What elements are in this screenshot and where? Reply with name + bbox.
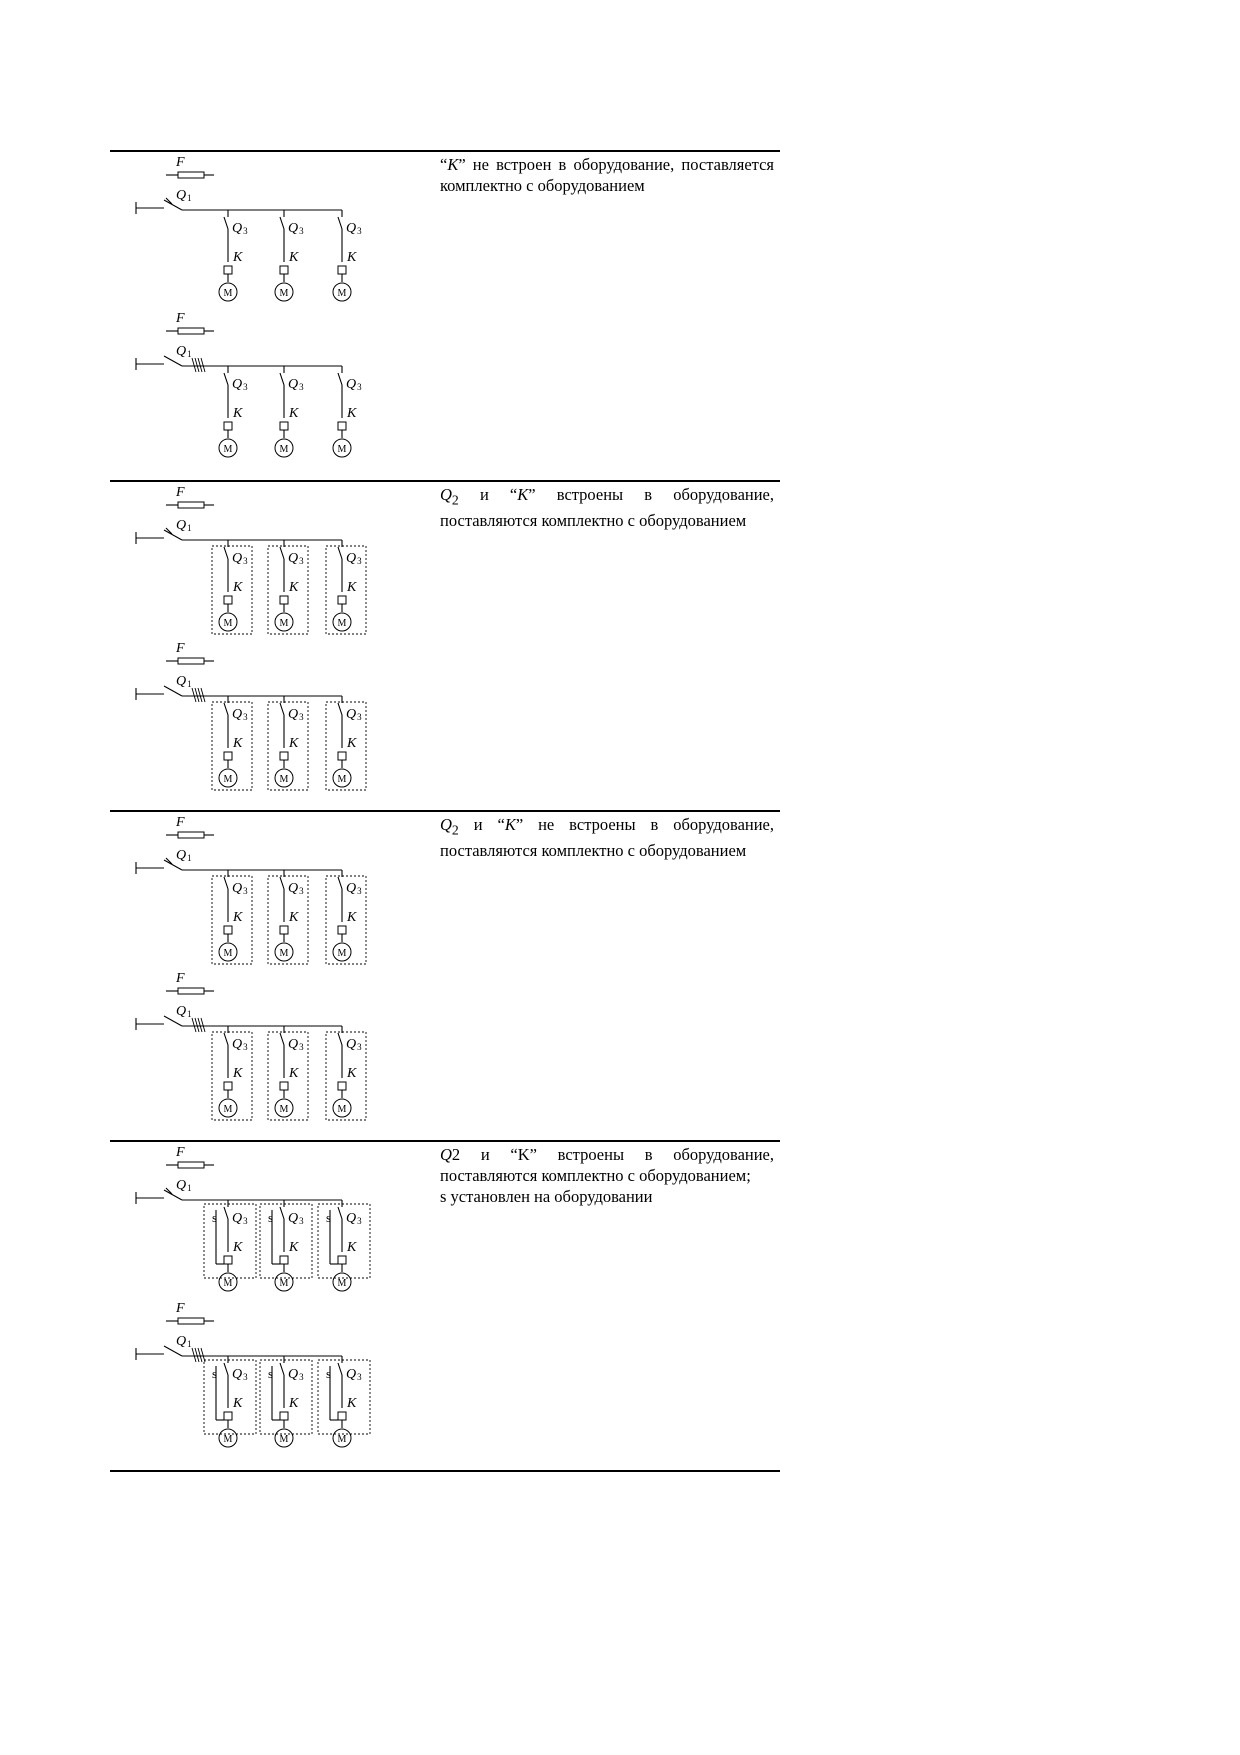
motor-label: M [279,948,289,959]
q3-label: Q3 [288,551,304,566]
branch [275,366,304,457]
q3-contact [338,547,342,559]
contactor-symbol [280,926,288,934]
fuse-label: F [176,155,185,170]
q3-label: Q3 [346,221,362,236]
fuse-symbol [178,1162,204,1168]
q3-contact [280,703,284,715]
circuit-diagram [110,152,440,480]
table-row [110,151,780,481]
q3-label: Q3 [232,1211,248,1226]
circuit-diagram [110,812,440,1140]
main-switch-label: Q1 [176,188,192,203]
motor-label: M [337,444,347,455]
branch [318,1200,370,1291]
table-row [110,811,780,1141]
sensor-label: s [212,1210,218,1225]
motor-label: M [337,288,347,299]
main-switch-label: Q1 [176,1178,192,1193]
table-row [110,1141,780,1471]
motor-label: M [337,618,347,629]
q3-label: Q3 [288,1367,304,1382]
motor-label: M [223,1104,233,1115]
q3-contact [338,1033,342,1045]
description-cell [440,811,780,1141]
branch [219,210,248,301]
sub-circuit [136,971,366,1120]
q3-contact [280,547,284,559]
q3-contact [280,877,284,889]
motor-label: M [223,444,233,455]
q3-contact [280,1363,284,1375]
branch [204,1200,256,1291]
branch [318,1356,370,1447]
sensor-label: s [326,1366,332,1381]
fuse-symbol [178,502,204,508]
q3-contact [338,217,342,229]
branch [212,696,252,790]
main-switch-label: Q1 [176,848,192,863]
fuse-label: F [176,1145,185,1160]
contactor-symbol [224,752,232,760]
motor-label: M [279,1104,289,1115]
table-row [110,481,780,811]
contactor-label: K [233,1066,243,1081]
contactor-label: K [233,910,243,925]
q3-label: Q3 [288,221,304,236]
q3-label: Q3 [288,1211,304,1226]
q3-contact [224,877,228,889]
sub-circuit [136,815,366,964]
contactor-symbol [224,266,232,274]
contactor-label: K [289,1066,299,1081]
description-cell [440,481,780,811]
branch [333,210,362,301]
q3-label: Q3 [288,377,304,392]
branch [268,1026,308,1120]
sensor-label: s [326,1210,332,1225]
q3-label: Q3 [346,881,362,896]
description-text: $Q_2$ и “K” не встроены в оборудование, поставляются комплектно с оборудованием [440,815,774,861]
fuse-label: F [176,1301,185,1316]
q3-contact [338,1363,342,1375]
contactor-symbol [338,422,346,430]
description-text: “K” не встроен в оборудование, поставляется комплектно с оборудованием [440,155,774,195]
q3-contact [280,1033,284,1045]
contactor-label: K [289,1240,299,1255]
contactor-label: K [347,250,357,265]
q3-contact [224,1363,228,1375]
q3-contact [224,373,228,385]
diagram-cell [110,481,440,811]
contactor-label: K [233,580,243,595]
motor-label: M [223,774,233,785]
branch [204,1356,256,1447]
q3-label: Q3 [288,707,304,722]
q3-label: Q3 [232,1367,248,1382]
q3-label: Q3 [346,1037,362,1052]
fuse-symbol [178,328,204,334]
branch [268,696,308,790]
branch [268,540,308,634]
circuit-diagram [110,1142,440,1470]
motor-label: M [223,948,233,959]
branch [275,210,304,301]
contactor-symbol [338,1412,346,1420]
q3-label: Q3 [232,707,248,722]
branch [212,870,252,964]
contactor-label: K [233,736,243,751]
sensor-label: s [212,1366,218,1381]
branch [333,366,362,457]
motor-label: M [279,288,289,299]
branch [260,1356,312,1447]
description-text: Q2 и “K” встроены в оборудование, поставляются комплектно с оборудованием; s установлен на оборудовании [440,1145,774,1206]
fuse-label: F [176,485,185,500]
q3-label: Q3 [346,1367,362,1382]
contactor-label: K [347,406,357,421]
contactor-label: K [347,580,357,595]
motor-label: M [223,1278,233,1289]
fuse-symbol [178,1318,204,1324]
contactor-label: K [347,910,357,925]
q3-label: Q3 [232,551,248,566]
diagram-cell [110,1141,440,1471]
contactor-symbol [280,422,288,430]
contactor-label: K [347,736,357,751]
branch [219,366,248,457]
motor-label: M [223,1434,233,1445]
q3-contact [224,1033,228,1045]
sensor-label: s [268,1366,274,1381]
fuse-symbol [178,988,204,994]
main-switch-label: Q1 [176,1334,192,1349]
description-text: $Q_2$ и “K” встроены в оборудование, поставляются комплектно с оборудованием [440,485,775,531]
branch [212,540,252,634]
sub-circuit [136,485,366,634]
contactor-label: K [233,250,243,265]
motor-label: M [223,618,233,629]
branch [260,1200,312,1291]
q3-contact [338,877,342,889]
main-switch-label: Q1 [176,518,192,533]
contactor-symbol [224,926,232,934]
q3-label: Q3 [346,377,362,392]
contactor-label: K [347,1396,357,1411]
q3-contact [224,1207,228,1219]
motor-label: M [337,774,347,785]
q3-label: Q3 [232,881,248,896]
sub-circuit [136,1301,370,1447]
contactor-symbol [338,266,346,274]
q3-contact [224,547,228,559]
contactor-symbol [338,1082,346,1090]
main-switch-label: Q1 [176,1004,192,1019]
contactor-symbol [280,596,288,604]
diagram-cell [110,151,440,481]
q3-label: Q3 [232,221,248,236]
motor-label: M [279,774,289,785]
circuit-diagram [110,482,440,810]
branch [268,870,308,964]
fuse-label: F [176,641,185,656]
contactor-symbol [280,752,288,760]
sub-circuit [136,155,362,301]
fuse-symbol [178,832,204,838]
contactor-symbol [224,422,232,430]
main-switch-label: Q1 [176,344,192,359]
contactor-symbol [338,926,346,934]
q3-contact [280,217,284,229]
contactor-symbol [280,1412,288,1420]
q3-label: Q3 [288,1037,304,1052]
motor-label: M [279,1278,289,1289]
q3-contact [338,373,342,385]
branch [326,870,366,964]
sub-circuit [136,311,362,457]
sensor-label: s [268,1210,274,1225]
branch [326,540,366,634]
motor-label: M [279,618,289,629]
contactor-label: K [233,406,243,421]
contactor-symbol [280,266,288,274]
equipment-table [110,150,780,1472]
diagram-cell [110,811,440,1141]
q3-label: Q3 [346,551,362,566]
contactor-symbol [224,1256,232,1264]
description-cell [440,151,780,481]
motor-label: M [337,1434,347,1445]
branch [212,1026,252,1120]
q3-label: Q3 [288,881,304,896]
motor-label: M [223,288,233,299]
contactor-label: K [347,1240,357,1255]
contactor-label: K [347,1066,357,1081]
contactor-symbol [224,596,232,604]
contactor-symbol [280,1082,288,1090]
contactor-label: K [289,250,299,265]
contactor-label: K [289,580,299,595]
branch [326,1026,366,1120]
fuse-label: F [176,311,185,326]
branch [326,696,366,790]
contactor-label: K [233,1240,243,1255]
contactor-symbol [338,752,346,760]
contactor-symbol [224,1412,232,1420]
motor-label: M [337,948,347,959]
q3-contact [338,703,342,715]
q3-contact [280,1207,284,1219]
q3-contact [280,373,284,385]
contactor-label: K [289,910,299,925]
contactor-label: K [289,1396,299,1411]
fuse-symbol [178,658,204,664]
q3-label: Q3 [346,707,362,722]
q3-label: Q3 [346,1211,362,1226]
contactor-label: K [289,736,299,751]
q3-contact [224,217,228,229]
contactor-symbol [338,596,346,604]
description-cell [440,1141,780,1471]
q3-contact [224,703,228,715]
contactor-symbol [280,1256,288,1264]
contactor-label: K [233,1396,243,1411]
motor-label: M [337,1104,347,1115]
contactor-symbol [338,1256,346,1264]
sub-circuit [136,641,366,790]
fuse-label: F [176,815,185,830]
sub-circuit [136,1145,370,1291]
main-switch-label: Q1 [176,674,192,689]
contactor-label: K [289,406,299,421]
q3-label: Q3 [232,377,248,392]
fuse-symbol [178,172,204,178]
motor-label: M [337,1278,347,1289]
q3-label: Q3 [232,1037,248,1052]
fuse-label: F [176,971,185,986]
q3-contact [338,1207,342,1219]
motor-label: M [279,444,289,455]
contactor-symbol [224,1082,232,1090]
motor-label: M [279,1434,289,1445]
